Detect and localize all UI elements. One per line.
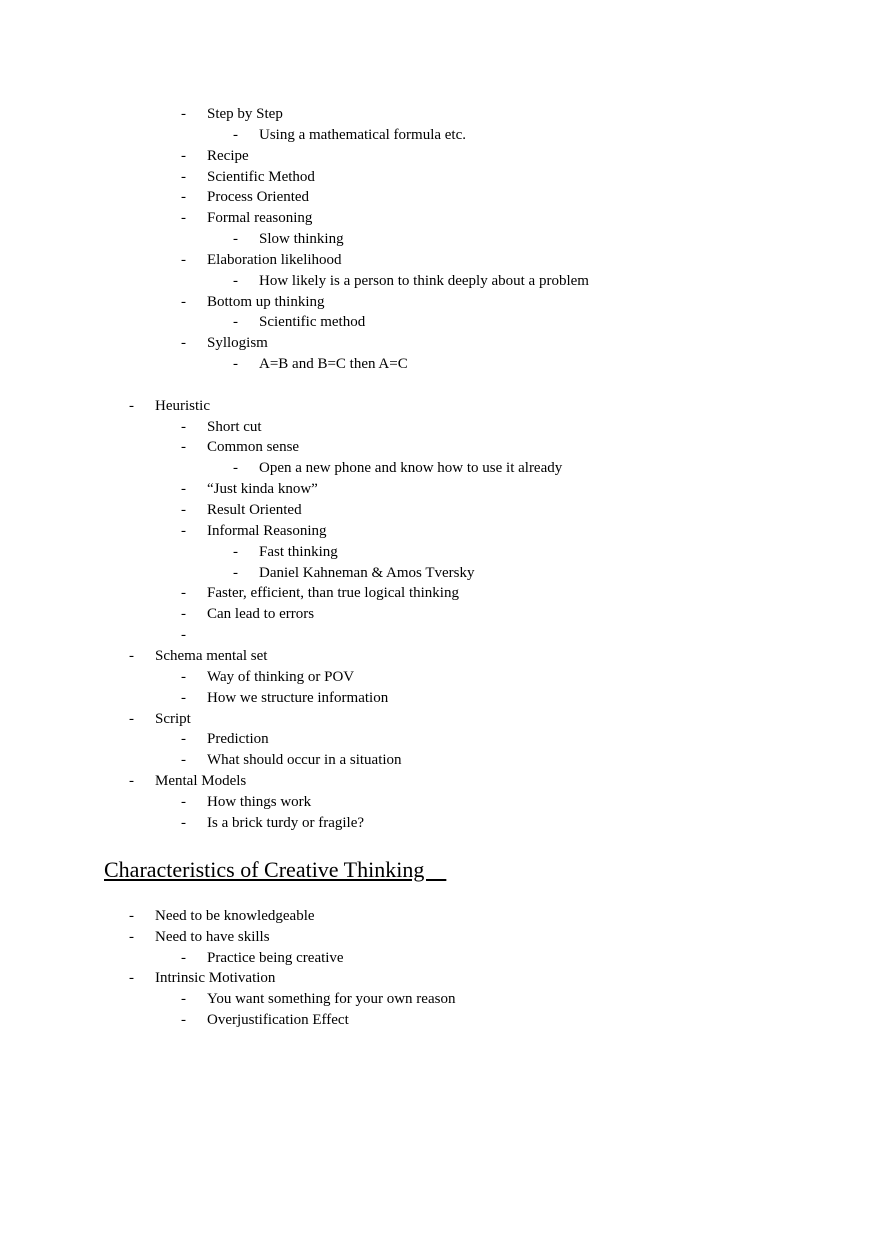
list-item-text: Daniel Kahneman & Amos Tversky <box>259 565 475 581</box>
list-item-text: Result Oriented <box>207 502 302 518</box>
list-item-text: Script <box>155 711 191 727</box>
list-item-text: Way of thinking or POV <box>207 669 355 685</box>
bullet-dash: - <box>129 908 134 924</box>
bullet-dash: - <box>233 460 238 476</box>
list-item-text: Can lead to errors <box>207 606 315 622</box>
list-item-text: “Just kinda know” <box>207 481 318 497</box>
bullet-dash: - <box>233 231 238 247</box>
bullet-dash: - <box>181 335 186 351</box>
list-item-text: Mental Models <box>155 773 247 789</box>
bullet-dash: - <box>129 773 134 789</box>
bullet-dash: - <box>181 606 186 622</box>
bullet-dash: - <box>129 711 134 727</box>
bullet-dash: - <box>181 1012 186 1028</box>
list-item-text: Recipe <box>207 148 249 164</box>
list-item-text: Process Oriented <box>207 189 310 205</box>
list-item-text: What should occur in a situation <box>207 752 402 768</box>
bullet-dash: - <box>181 481 186 497</box>
list-item-text: Formal reasoning <box>207 210 313 226</box>
list-item-text: Need to have skills <box>155 929 270 945</box>
bullet-dash: - <box>233 273 238 289</box>
bullet-dash: - <box>181 794 186 810</box>
bullet-dash: - <box>181 106 186 122</box>
bullet-dash: - <box>233 127 238 143</box>
bullet-dash: - <box>181 189 186 205</box>
bullet-dash: - <box>181 731 186 747</box>
bullet-dash: - <box>129 929 134 945</box>
bullet-dash: - <box>181 439 186 455</box>
list-item-text: Is a brick turdy or fragile? <box>207 815 365 831</box>
bullet-dash: - <box>181 627 186 643</box>
list-item-text: Step by Step <box>207 106 283 122</box>
list-item-text: How we structure information <box>207 690 389 706</box>
bullet-dash: - <box>233 544 238 560</box>
list-item-text: Prediction <box>207 731 269 747</box>
list-item-text: Open a new phone and know how to use it already <box>259 460 563 476</box>
list-item-text: Elaboration likelihood <box>207 252 342 268</box>
bullet-dash: - <box>181 523 186 539</box>
bullet-dash: - <box>181 294 186 310</box>
list-item-text: Bottom up thinking <box>207 294 325 310</box>
list-item-text: How things work <box>207 794 312 810</box>
bullet-dash: - <box>233 314 238 330</box>
list-item-text: Overjustification Effect <box>207 1012 349 1028</box>
section-heading: Characteristics of Creative Thinking <box>104 857 447 882</box>
list-item-text: Scientific method <box>259 314 366 330</box>
bullet-dash: - <box>181 210 186 226</box>
list-item-text: How likely is a person to think deeply about a problem <box>259 273 589 289</box>
bullet-dash: - <box>181 752 186 768</box>
list-item-text: Common sense <box>207 439 300 455</box>
bullet-dash: - <box>181 950 186 966</box>
bullet-dash: - <box>233 356 238 372</box>
list-item-text: Faster, efficient, than true logical thinking <box>207 585 459 601</box>
bullet-dash: - <box>233 565 238 581</box>
bullet-dash: - <box>181 585 186 601</box>
bullet-dash: - <box>181 669 186 685</box>
bullet-dash: - <box>181 991 186 1007</box>
bullet-dash: - <box>181 502 186 518</box>
bullet-dash: - <box>181 169 186 185</box>
list-item-text: A=B and B=C then A=C <box>259 356 408 372</box>
list-item-text: Intrinsic Motivation <box>155 970 276 986</box>
bullet-dash: - <box>181 690 186 706</box>
list-item-text: Informal Reasoning <box>207 523 327 539</box>
list-item-text: Fast thinking <box>259 544 338 560</box>
list-item-text: Heuristic <box>155 398 210 414</box>
list-item-text: Schema mental set <box>155 648 268 664</box>
list-item-text: You want something for your own reason <box>207 991 456 1007</box>
bullet-dash: - <box>181 419 186 435</box>
bullet-dash: - <box>181 815 186 831</box>
list-item-text: Short cut <box>207 419 262 435</box>
list-item-text: Slow thinking <box>259 231 344 247</box>
list-item-text: Using a mathematical formula etc. <box>259 127 467 143</box>
list-item-text: Need to be knowledgeable <box>155 908 315 924</box>
bullet-dash: - <box>129 648 134 664</box>
bullet-dash: - <box>181 252 186 268</box>
list-item-text: Scientific Method <box>207 169 315 185</box>
list-item-text: Syllogism <box>207 335 268 351</box>
bullet-dash: - <box>181 148 186 164</box>
bullet-dash: - <box>129 398 134 414</box>
bullet-dash: - <box>129 970 134 986</box>
list-item-text: Practice being creative <box>207 950 344 966</box>
